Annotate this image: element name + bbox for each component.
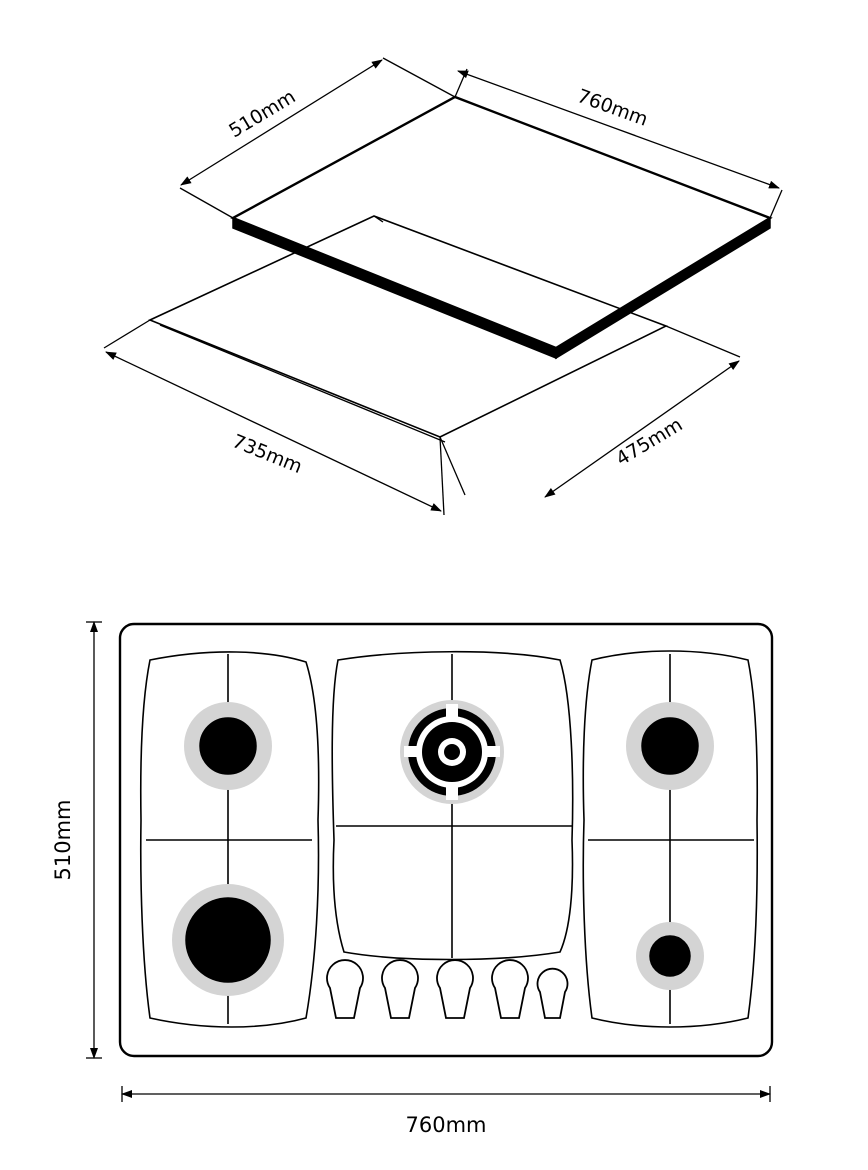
projection-lines-top — [180, 58, 782, 218]
dimension-plan-height-label: 510mm — [51, 799, 75, 881]
burner-front-right — [636, 922, 704, 990]
burner-rear-right — [626, 702, 714, 790]
pan-support-centre — [332, 652, 572, 960]
dimension-top-width — [458, 71, 779, 188]
knob-1[interactable] — [327, 960, 363, 1018]
dimension-cutout-depth-label: 475mm — [612, 413, 687, 471]
plan-view — [51, 622, 772, 1137]
exploded-view — [104, 58, 782, 515]
knob-5[interactable] — [538, 969, 568, 1018]
dimension-cutout-depth — [545, 361, 739, 497]
hob-body-iso — [233, 97, 770, 358]
dimension-top-depth-label: 510mm — [225, 85, 300, 143]
dimension-cutout-width-label: 735mm — [229, 430, 306, 479]
projection-lines-bottom — [104, 320, 740, 515]
dimension-plan-width-label: 760mm — [405, 1113, 487, 1137]
dimension-top-width-label: 760mm — [574, 85, 651, 131]
control-knobs — [327, 960, 568, 1018]
burner-front-left — [172, 884, 284, 996]
burner-centre — [400, 700, 504, 804]
dimension-plan-width — [122, 1086, 770, 1137]
knob-2[interactable] — [382, 960, 418, 1018]
knob-3[interactable] — [437, 960, 473, 1018]
knob-4[interactable] — [492, 960, 528, 1018]
dimension-top-depth — [181, 60, 382, 185]
burner-rear-left — [184, 702, 272, 790]
dimension-cutout-width — [106, 352, 441, 511]
dimension-plan-height — [51, 622, 102, 1058]
